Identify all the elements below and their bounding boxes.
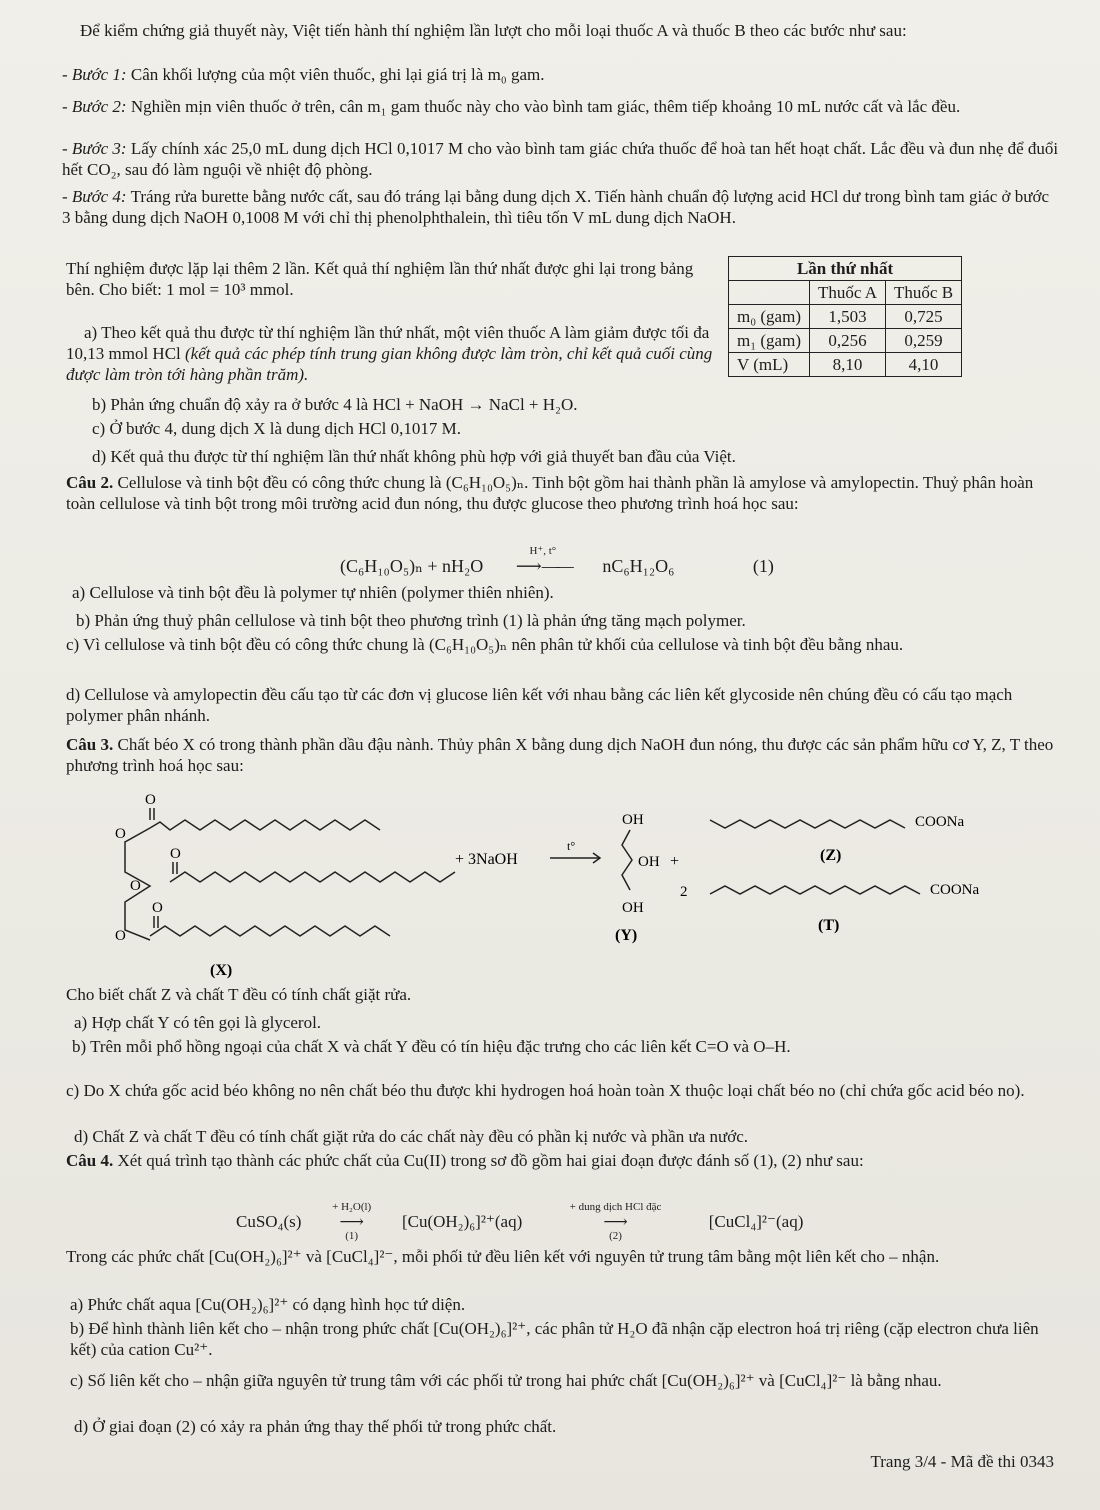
- coef-label: 2: [680, 884, 688, 900]
- table-row: [729, 353, 962, 377]
- q1-a: a) Theo kết quả thu được từ thí nghiệm lần thứ nhất, một viên thuốc A làm giảm được tối đa 10,13 mmol HCl (kết quả các phép tính trung gian không được làm tròn, chỉ kết quả cuối cùng được làm tròn tới hàng phần trăm).: [66, 323, 713, 384]
- coona-label: COONa: [930, 882, 980, 898]
- coona-label: COONa: [915, 814, 965, 830]
- q3-b: b) Trên mỗi phổ hồng ngoại của chất X và chất Y đều có tín hiệu đặc trưng cho các liên kết C=O và O–H.: [72, 1037, 791, 1056]
- z-label: (Z): [820, 847, 842, 864]
- o-label: O: [115, 826, 126, 842]
- cell-a: 1,503: [810, 305, 886, 329]
- y-label: (Y): [615, 927, 638, 944]
- table-title: Lần thứ nhất: [729, 257, 962, 281]
- results-table: [728, 256, 962, 377]
- cell-b: 4,10: [886, 353, 962, 377]
- plus-label: +: [670, 853, 680, 870]
- t-label: (T): [818, 917, 840, 934]
- q4-a: a) Phức chất aqua [Cu(OH₂)₆]²⁺ có dạng hình học tứ diện.: [70, 1295, 466, 1314]
- q4-b: b) Để hình thành liên kết cho – nhận trong phức chất [Cu(OH₂)₆]²⁺, các phân tử H₂O đã nhận cặp electron hoá trị riêng (cặp electron chưa liên kết) của cation Cu²⁺.: [70, 1319, 1039, 1359]
- q2-c: c) Vì cellulose và tinh bột đều có công thức chung là (C₆H₁₀O₅)ₙ nên phân tử khối của cellulose và tinh bột đều bằng nhau.: [66, 635, 904, 654]
- q4-intro: Câu 4. Xét quá trình tạo thành các phức chất của Cu(II) trong sơ đồ gồm hai giai đoạn được đánh số (1), (2) như sau:: [66, 1151, 864, 1170]
- cell-b: 0,725: [886, 305, 962, 329]
- q4-text2: Trong các phức chất [Cu(OH₂)₆]²⁺ và [CuCl₄]²⁻, mỗi phối tử đều liên kết với nguyên tử trung tâm bằng một liên kết cho – nhận.: [66, 1247, 940, 1266]
- table-corner: [729, 281, 810, 305]
- q1-b: b) Phản ứng chuẩn độ xảy ra ở bước 4 là HCl + NaOH → NaCl + H₂O.: [92, 395, 578, 414]
- oh-label: OH: [622, 812, 644, 828]
- q4-d: d) Ở giai đoạn (2) có xảy ra phản ứng thay thế phối tử trong phức chất.: [74, 1417, 557, 1436]
- q2-b: b) Phản ứng thuỷ phân cellulose và tinh bột theo phương trình (1) là phản ứng tăng mạch polymer.: [76, 611, 746, 630]
- row-label: m₁ (gam): [729, 329, 810, 353]
- reaction-structure-diagram: [60, 790, 1060, 985]
- table-row: [729, 329, 962, 353]
- intro-text: Để kiểm chứng giả thuyết này, Việt tiến hành thí nghiệm lần lượt cho mỗi loại thuốc A và thuốc B theo các bước như sau:: [80, 21, 907, 40]
- step-4: - Bước 4: Tráng rửa burette bằng nước cất, sau đó tráng lại bằng dung dịch X. Tiến hành chuẩn độ lượng acid HCl dư trong bình tam giác ở bước 3 bằng dung dịch NaOH 0,1008 M với chỉ thị phenolphthalein, thì tiêu tốn V mL dung dịch NaOH.: [62, 187, 1050, 227]
- reagent-label: + 3NaOH: [455, 851, 518, 868]
- q3-a: a) Hợp chất Y có tên gọi là glycerol.: [74, 1013, 322, 1032]
- table-row: [729, 305, 962, 329]
- q3-intro: Câu 3. Chất béo X có trong thành phần dầu đậu nành. Thủy phân X bằng dung dịch NaOH đun nóng, thu được các sản phẩm hữu cơ Y, Z, T theo phương trình hoá học sau:: [66, 735, 1054, 775]
- q2-d: d) Cellulose và amylopectin đều cấu tạo từ các đơn vị glucose liên kết với nhau bằng các liên kết glycoside nên chúng đều có cấu tạo mạch polymer phân nhánh.: [66, 685, 1013, 725]
- cond-label: t°: [567, 839, 576, 853]
- row-label: V (mL): [729, 353, 810, 377]
- table-col-a: Thuốc A: [810, 281, 886, 305]
- q3-note: Cho biết chất Z và chất T đều có tính chất giặt rửa.: [66, 985, 412, 1004]
- oh-label: OH: [638, 854, 660, 870]
- oh-label: OH: [622, 900, 644, 916]
- o-label: O: [152, 900, 163, 916]
- repeat-text: Thí nghiệm được lặp lại thêm 2 lần. Kết quả thí nghiệm lần thứ nhất được ghi lại trong bảng bên. Cho biết: 1 mol = 10³ mmol.: [66, 259, 694, 299]
- step-1: - Bước 1: Cân khối lượng của một viên thuốc, ghi lại giá trị là m₀ gam.: [62, 65, 545, 84]
- page-footer: Trang 3/4 - Mã đề thi 0343: [870, 1452, 1054, 1471]
- q1-d: d) Kết quả thu được từ thí nghiệm lần thứ nhất không phù hợp với giả thuyết ban đầu của Việt.: [92, 447, 736, 466]
- q4-c: c) Số liên kết cho – nhận giữa nguyên tử trung tâm với các phối tử trong hai phức chất [Cu(OH₂)₆]²⁺ và [CuCl₄]²⁻ là bằng nhau.: [70, 1371, 942, 1390]
- table-col-b: Thuốc B: [886, 281, 962, 305]
- q1-c: c) Ở bước 4, dung dịch X là dung dịch HCl 0,1017 M.: [92, 419, 462, 438]
- q4-scheme: CuSO₄(s) + H₂O(l) ⟶ (1) [Cu(OH₂)₆]²⁺(aq) + dung dịch HCl đặc ⟶ (2) [CuCl₄]²⁻(aq): [236, 1201, 804, 1242]
- step-2: - Bước 2: Nghiền mịn viên thuốc ở trên, cân m₁ gam thuốc này cho vào bình tam giác, thêm tiếp khoảng 10 mL nước cất và lắc đều.: [62, 97, 961, 116]
- o-label: O: [145, 792, 156, 808]
- row-label: m₀ (gam): [729, 305, 810, 329]
- cell-b: 0,259: [886, 329, 962, 353]
- q3-c: c) Do X chứa gốc acid béo không no nên chất béo thu được khi hydrogen hoá hoàn toàn X thuộc loại chất béo no (chỉ chứa gốc acid béo no).: [66, 1081, 1025, 1100]
- cell-a: 8,10: [810, 353, 886, 377]
- o-label: O: [170, 846, 181, 862]
- o-label: O: [115, 928, 126, 944]
- q2-equation: (C₆H₁₀O₅)ₙ + nH₂O H⁺, t° ⟶—— nC₆H₁₂O₆ (1): [340, 545, 774, 576]
- o-label: O: [130, 878, 141, 894]
- q2-intro: Câu 2. Cellulose và tinh bột đều có công thức chung là (C₆H₁₀O₅)ₙ. Tinh bột gồm hai thành phần là amylose và amylopectin. Thuỷ phân hoàn toàn cellulose và tinh bột trong môi trường acid đun nóng, thu được glucose theo phương trình hoá học sau:: [66, 473, 1034, 513]
- cell-a: 0,256: [810, 329, 886, 353]
- q2-a: a) Cellulose và tinh bột đều là polymer tự nhiên (polymer thiên nhiên).: [72, 583, 554, 602]
- x-label: (X): [210, 962, 233, 979]
- q3-d: d) Chất Z và chất T đều có tính chất giặt rửa do các chất này đều có phần kị nước và phần ưa nước.: [74, 1127, 748, 1146]
- step-3: - Bước 3: Lấy chính xác 25,0 mL dung dịch HCl 0,1017 M cho vào bình tam giác chứa thuốc để hoà tan hết hoạt chất. Lắc đều và đun nhẹ để đuổi hết CO₂, sau đó làm nguội về nhiệt độ phòng.: [62, 139, 1059, 179]
